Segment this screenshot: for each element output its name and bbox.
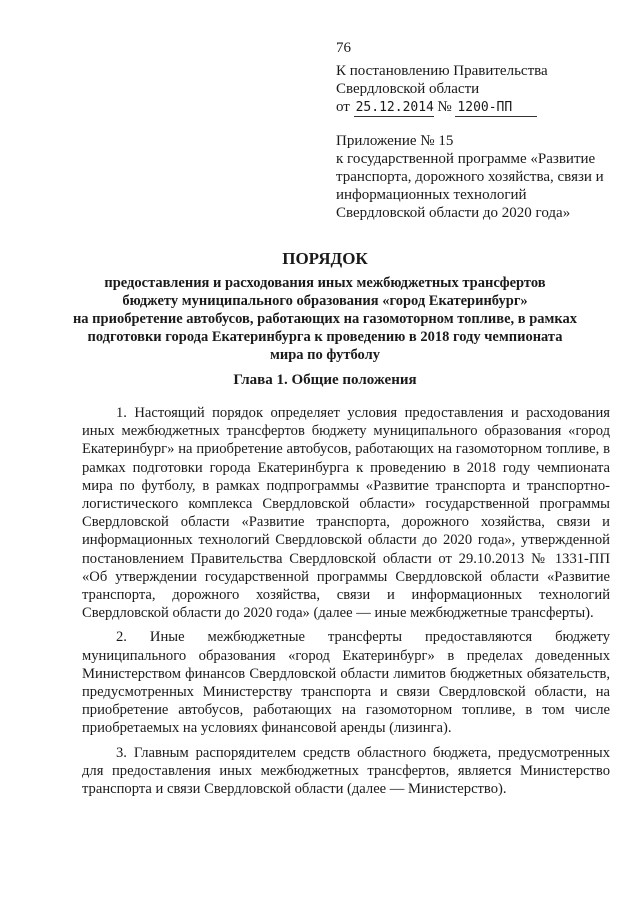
page-number: 76 bbox=[336, 40, 351, 56]
resolution-date: 25.12.2014 bbox=[355, 100, 434, 115]
appendix-line: Свердловской области до 2020 года» bbox=[336, 205, 571, 221]
paragraph-3: 3. Главным распорядителем средств областного бюджета, предусмотренных для предоставления иных межбюджетных трансфертов, является Министерство транспорта и связи Свердловской области (далее — Министерство). bbox=[82, 744, 610, 798]
document-subtitle-line: мира по футболу bbox=[270, 347, 380, 363]
document-subtitle-line: бюджету муниципального образования «город Екатеринбург» bbox=[122, 293, 528, 309]
paragraph-2: 2. Иные межбюджетные трансферты предоставляются бюджету муниципального образования «город Екатеринбург» в пределах доведенных Министерством финансов Свердловской области лимитов бюджетных обязательств, предусмотренных Министерству транспорта и связи Свердловской области, на приобретение автобусов, работающих на газомоторном топливе, в том числе приобретаемых на условиях финансовой аренды (лизинга). bbox=[82, 629, 610, 737]
document-subtitle-line: предоставления и расходования иных межбюджетных трансфертов bbox=[104, 275, 546, 291]
appendix-line: транспорта, дорожного хозяйства, связи и bbox=[336, 169, 604, 185]
appendix-title: Приложение № 15 bbox=[336, 133, 454, 149]
document-title: ПОРЯДОК bbox=[282, 249, 368, 268]
number-prefix: № bbox=[437, 99, 452, 115]
document-subtitle-line: подготовки города Екатеринбурга к проведению в 2018 году чемпионата bbox=[87, 329, 563, 345]
document-title-block bbox=[60, 248, 590, 364]
date-prefix: от bbox=[336, 99, 350, 115]
resolution-date-number-line bbox=[336, 98, 548, 117]
body-text bbox=[82, 404, 610, 804]
appendix-reference bbox=[336, 132, 604, 222]
resolution-number: 1200-ПП bbox=[455, 100, 537, 117]
appendix-line: к государственной программе «Развитие bbox=[336, 151, 596, 167]
resolution-reference bbox=[336, 62, 548, 117]
paragraph-1: 1. Настоящий порядок определяет условия предоставления и расходования иных межбюджетных трансфертов бюджету муниципального образования «город Екатеринбург» на приобретение автобусов, работающих на газомоторном топливе, в рамках подготовки города Екатеринбурга к проведению в 2018 году чемпионата мира по футболу, в рамках подпрограммы «Развитие транспорта и транспортно-логистического комплекса Свердловской области» государственной программы Свердловской области «Развитие транспорта, дорожного хозяйства, связи и информационных технологий Свердловской области до 2020 года», утвержденной постановлением Правительства Свердловской области от 29.10.2013 № 1331-ПП «Об утверждении государственной программы Свердловской области «Развитие транспорта, дорожного хозяйства, связи и информационных технологий Свердловской области до 2020 года» (далее — иные межбюджетные трансферты). bbox=[82, 405, 610, 622]
resolution-line-1: К постановлению Правительства bbox=[336, 63, 548, 79]
resolution-line-2: Свердловской области bbox=[336, 81, 480, 97]
appendix-line: информационных технологий bbox=[336, 187, 527, 203]
chapter-heading: Глава 1. Общие положения bbox=[233, 372, 417, 388]
document-subtitle-line: на приобретение автобусов, работающих на газомоторном топливе, в рамках bbox=[72, 311, 578, 327]
